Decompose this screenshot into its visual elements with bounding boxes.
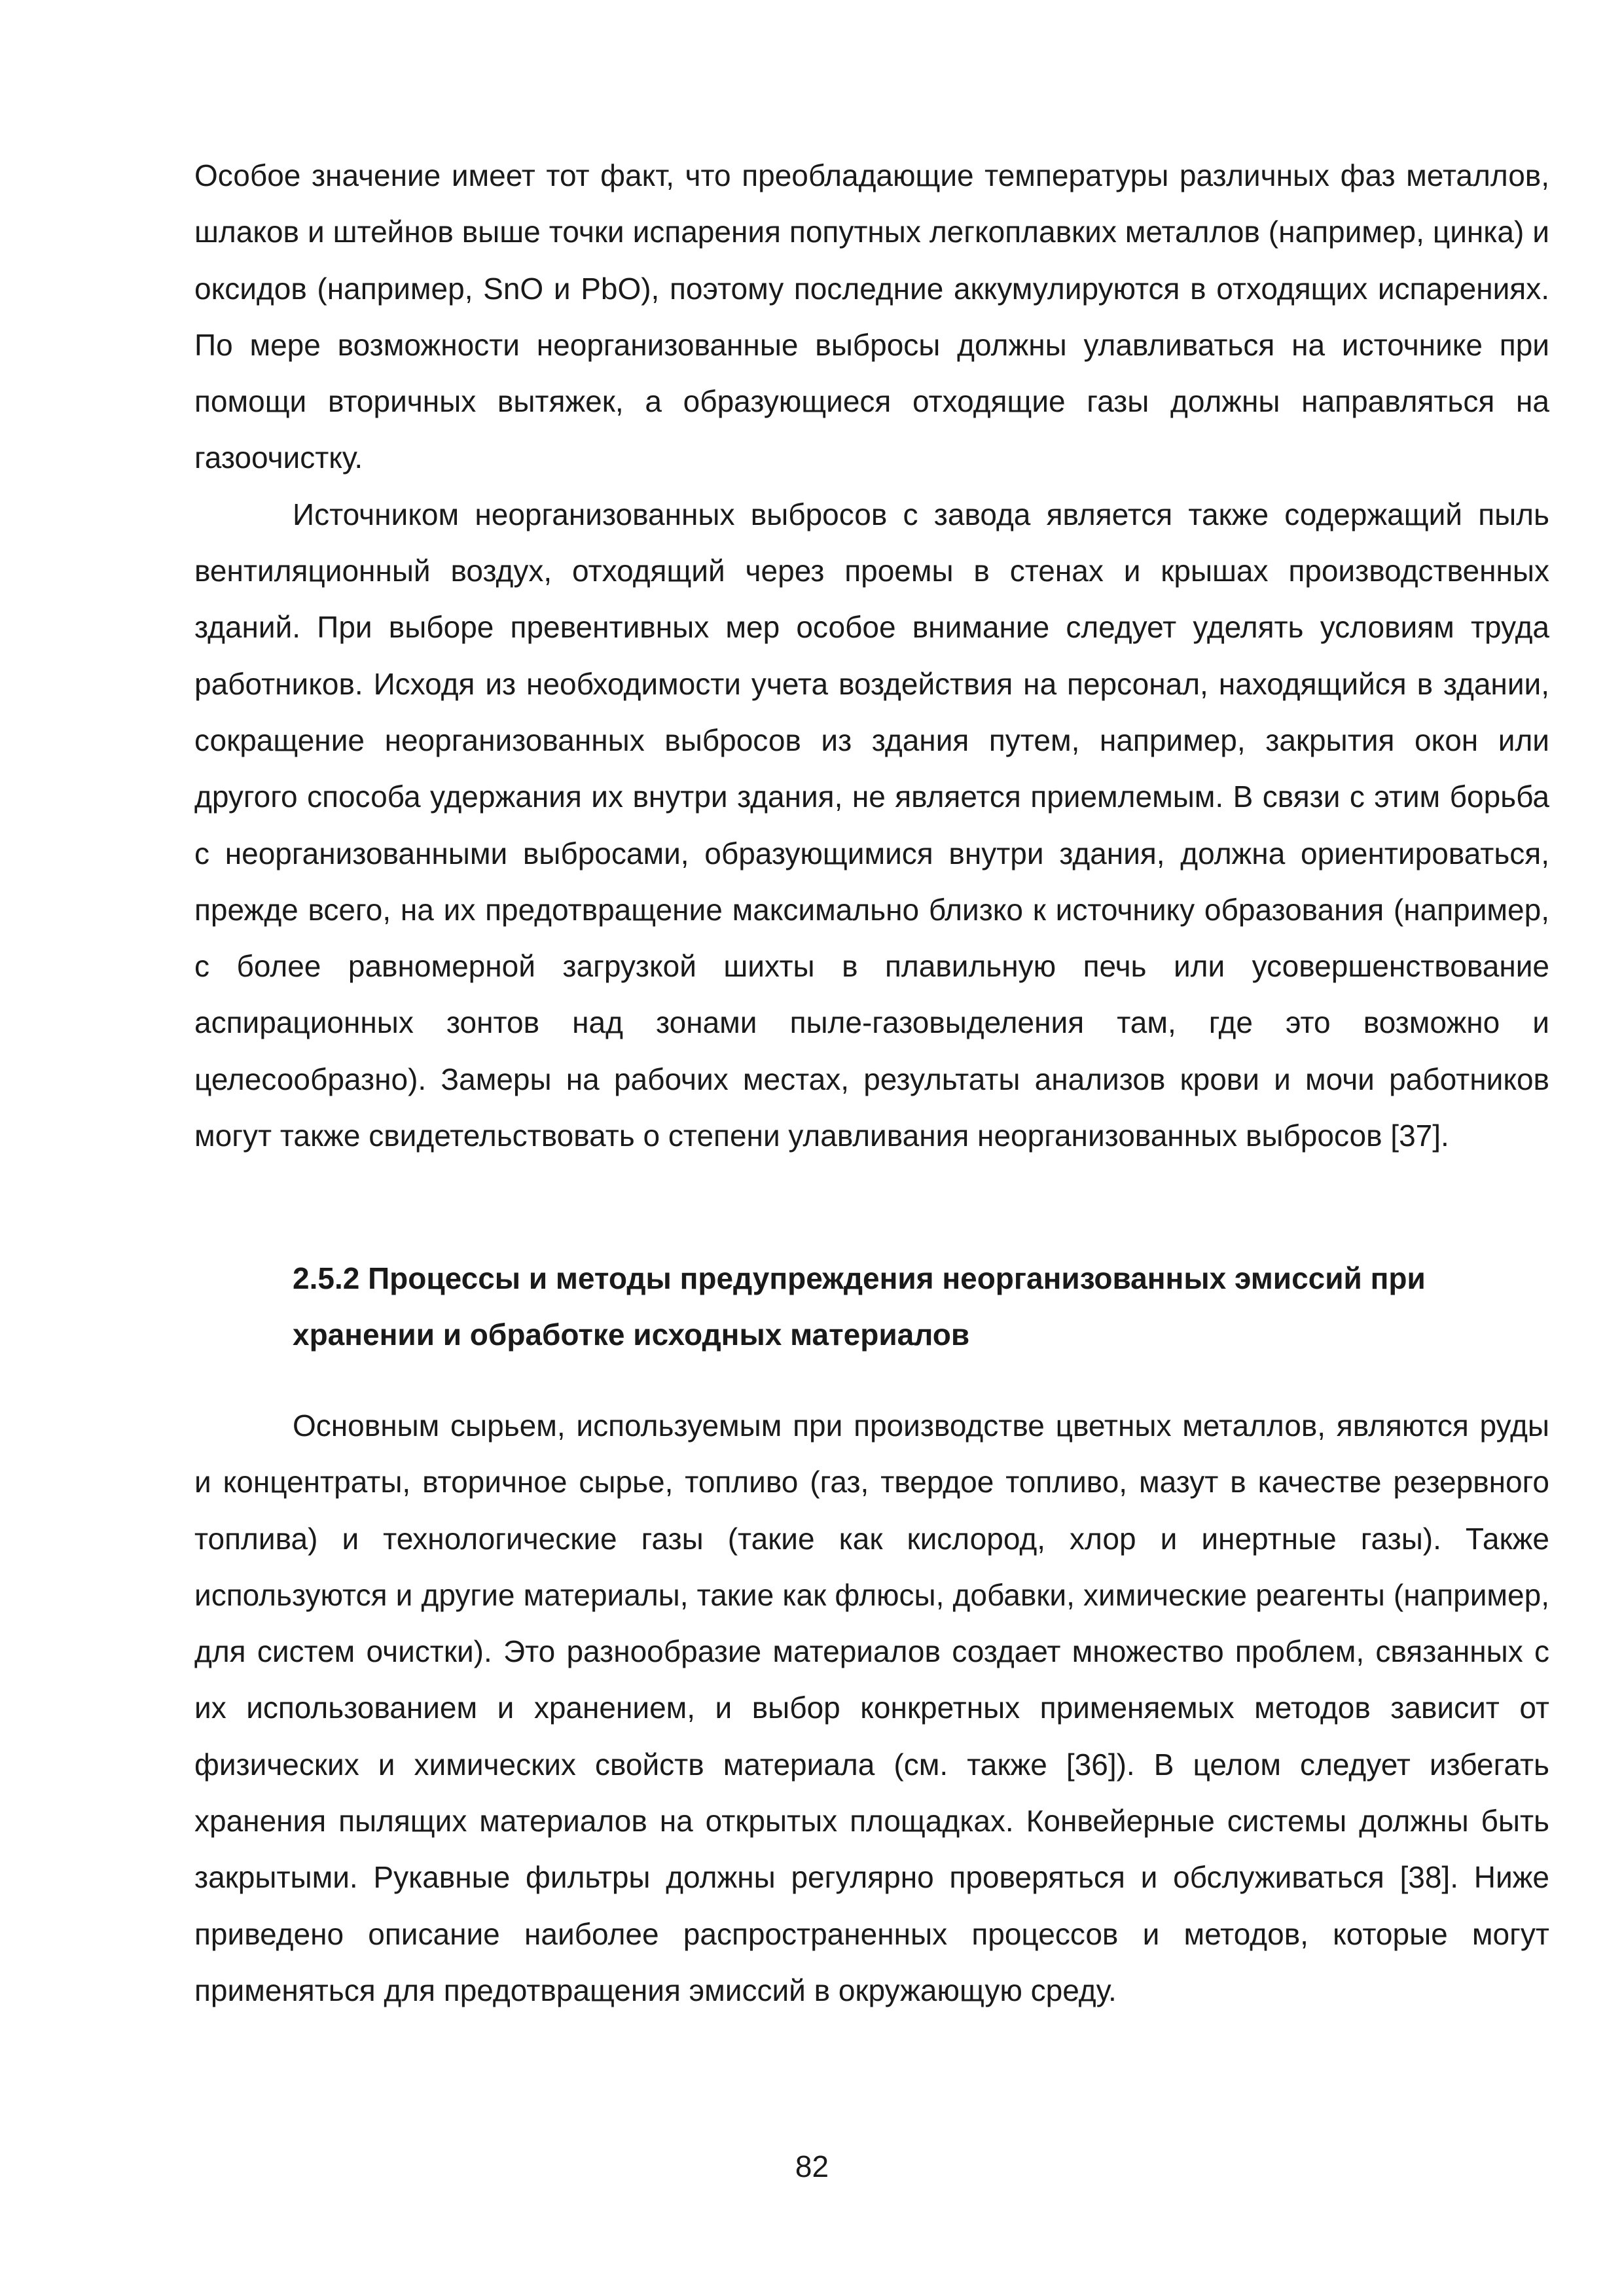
body-text-top	[194, 147, 1549, 1164]
body-text-bottom	[194, 1397, 1549, 2018]
page-number: 82	[795, 2149, 829, 2183]
section-heading: 2.5.2 Процессы и методы предупреждения неорганизованных эмиссий при хранении и обработке исходных материалов	[293, 1261, 1426, 1352]
paragraph-fugitive-emissions: Особое значение имеет тот факт, что преобладающие температуры различных фаз металлов, шлаков и штейнов выше точки испарения попутных легкоплавких металлов (например, цинка) и оксидов (например, SnO и PbO), поэтому последние аккумулируются в отходящих испарениях. По мере возможности неорганизованные выбросы должны улавливаться на источнике при помощи вторичных вытяжек, а образующиеся отходящие газы должны направляться на газоочистку.	[194, 158, 1549, 475]
paragraph-ventilation-air: Источником неорганизованных выбросов с завода является также содержащий пыль вентиляционный воздух, отходящий через проемы в стенах и крышах производственных зданий. При выборе превентивных мер особое внимание следует уделять условиям труда работников. Исходя из необходимости учета воздействия на персонал, находящийся в здании, сокращение неорганизованных выбросов из здания путем, например, закрытия окон или другого способа удержания их внутри здания, не является приемлемым. В связи с этим борьба с неорганизованными выбросами, образующимися внутри здания, должна ориентироваться, прежде всего, на их предотвращение максимально близко к источнику образования (например, с более равномерной загрузкой шихты в плавильную печь или усовершенствование аспирационных зонтов над зонами пыле-газовыделения там, где это возможно и целесообразно). Замеры на рабочих местах, результаты анализов крови и мочи работников могут также свидетельствовать о степени улавливания неорганизованных выбросов [37].	[194, 497, 1549, 1153]
paragraph-raw-materials: Основным сырьем, используемым при производстве цветных металлов, являются руды и концентраты, вторичное сырье, топливо (газ, твердое топливо, мазут в качестве резервного топлива) и технологические газы (такие как кислород, хлор и инертные газы). Также используются и другие материалы, такие как флюсы, добавки, химические реагенты (например, для систем очистки). Это разнообразие материалов создает множество проблем, связанных с их использованием и хранением, и выбор конкретных применяемых методов зависит от физических и химических свойств материала (см. также [36]). В целом следует избегать хранения пылящих материалов на открытых площадках. Конвейерные системы должны быть закрытыми. Рукавные фильтры должны регулярно проверяться и обслуживаться [38]. Ниже приведено описание наиболее распространенных процессов и методов, которые могут применяться для предотвращения эмиссий в окружающую среду.	[194, 1408, 1549, 2007]
